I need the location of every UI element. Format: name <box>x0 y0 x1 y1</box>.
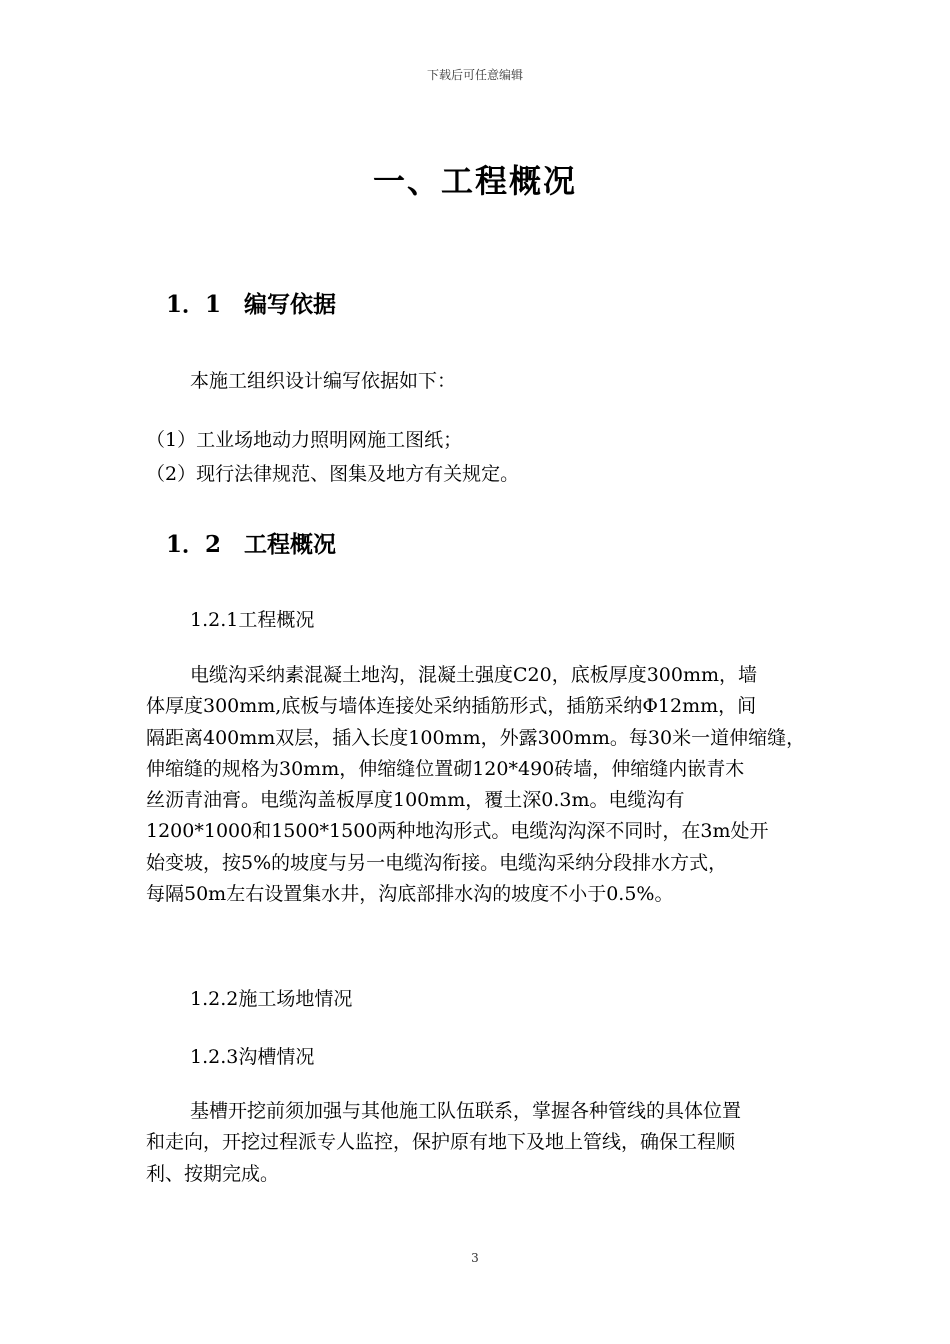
subsection-heading-1-2-2: 1.2.2施工场地情况 <box>190 988 353 1010</box>
subsection-heading-1-2-1: 1.2.1工程概况 <box>190 609 315 631</box>
paragraph-line: 利、按期完成。 <box>146 1162 280 1185</box>
paragraph-trench <box>146 1096 846 1190</box>
paragraph-line: 电缆沟采纳素混凝土地沟，混凝土强度C20，底板厚度300mm，墙 <box>190 664 758 686</box>
paragraph-line: 和走向，开挖过程派专人监控，保护原有地下及地上管线，确保工程顺 <box>146 1131 736 1154</box>
header-note: 下载后可任意编辑 <box>426 68 523 82</box>
section-heading-1-1 <box>166 286 336 319</box>
page-title: 一、工程概况 <box>372 162 577 200</box>
paragraph-line: 基槽开挖前须加强与其他施工队伍联系，掌握各种管线的具体位置 <box>190 1100 742 1122</box>
section-heading-1-2 <box>166 526 336 559</box>
paragraph-line: 伸缩缝的规格为30mm，伸缩缝位置砌120*490砖墙，伸缩缝内嵌青木 <box>146 757 745 780</box>
intro-line: 本施工组织设计编写依据如下： <box>190 370 457 392</box>
section-heading-text: 工程概况 <box>244 531 336 558</box>
list-item: （1）工业场地动力照明网施工图纸； <box>146 429 463 451</box>
paragraph-line: 每隔50m左右设置集水井，沟底部排水沟的坡度不小于0.5%。 <box>146 883 674 906</box>
paragraph-line: 始变坡，按5%的坡度与另一电缆沟衔接。电缆沟采纳分段排水方式， <box>146 851 728 874</box>
page-number: 3 <box>471 1251 479 1265</box>
paragraph-overview <box>146 660 846 910</box>
section-number: 1．1 <box>166 291 222 318</box>
paragraph-line: 1200*1000和1500*1500两种地沟形式。电缆沟沟深不同时，在3m处开 <box>146 820 769 843</box>
paragraph-line: 隔距离400mm双层，插入长度100mm，外露300mm。每30米一道伸缩缝， <box>146 726 806 749</box>
list-item: （2）现行法律规范、图集及地方有关规定。 <box>146 463 520 485</box>
paragraph-line: 体厚度300mm,底板与墙体连接处采纳插筋形式，插筋采纳Φ12mm，间 <box>146 695 757 718</box>
paragraph-line: 丝沥青油膏。电缆沟盖板厚度100mm，覆土深0.3m。电缆沟有 <box>146 789 685 812</box>
subsection-heading-1-2-3: 1.2.3沟槽情况 <box>190 1046 315 1068</box>
section-number: 1．2 <box>166 531 222 558</box>
section-heading-text: 编写依据 <box>244 291 336 318</box>
